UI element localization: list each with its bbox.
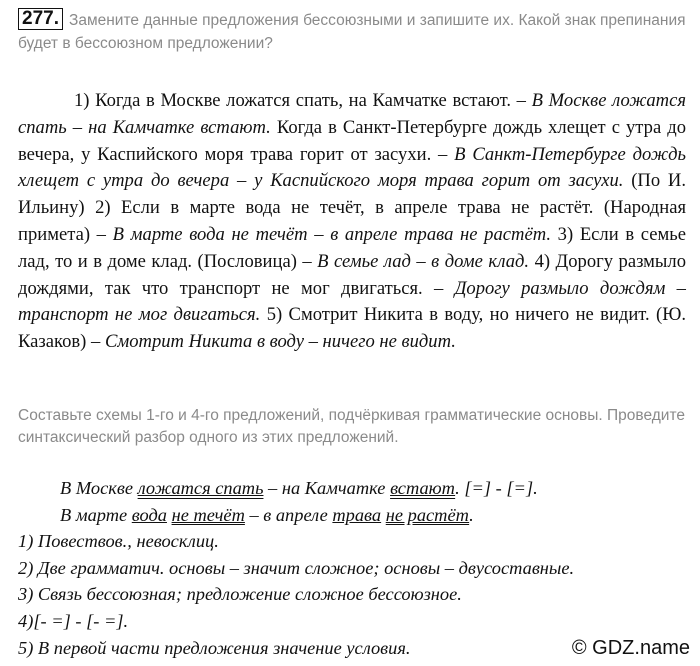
answer-6: – Смотрит Никита в воду – ничего не видит. [86, 331, 456, 353]
sentence-4: 3) Если в семье лад, то и в доме клад. (Пословица) [18, 223, 686, 272]
text-part: – в апреле [244, 504, 333, 525]
scheme-line-1 [18, 475, 688, 502]
sentence-6: 5) Смотрит Никита в воду, но ничего не видит. (Ю. Казаков) [18, 304, 686, 353]
predicate: ложатся спать [137, 478, 264, 498]
analysis-item-2: 2) Две грамматич. основы – значит сложное; основы – двусоставные. [18, 557, 575, 578]
answer-5: – Дорогу размыло дождям – транспорт не мог двигаться. [18, 277, 686, 326]
sentence-5: 4) Дорогу размыло дождями, так что транспорт не мог двигаться. [18, 250, 686, 299]
sentence-3: (По И. Ильину) 2) Если в марте вода не течёт, в апреле трава не растёт. (Народная примета) [18, 170, 687, 245]
analysis-item-3: 3) Связь бессоюзная; предложение сложное бессоюзное. [18, 584, 462, 605]
sentence-1: 1) Когда в Москве ложатся спать, на Камчатке встают. [74, 90, 511, 111]
predicate: не течёт [171, 504, 245, 525]
text-part: В Москве [60, 478, 138, 498]
predicate: не растёт [385, 504, 470, 525]
answer-1: – В Москве ложатся спать – на Камчатке встают. [18, 90, 686, 138]
subject: трава [332, 504, 382, 525]
predicate: встают [390, 478, 456, 498]
task2-instruction: Составьте схемы 1-го и 4-го предложений, подчёркивая грамматические основы. Проведите синтаксический разбор одного из этих предложений. [18, 407, 686, 446]
analysis-item-5: 5) В первой части предложения значение условия. [18, 637, 411, 658]
text-part: В марте [60, 504, 132, 525]
task-instruction: Замените данные предложения бессоюзными и запишите их. Какой знак препинания будет в бессоюзном предложении? [18, 12, 686, 52]
analysis-answer [18, 475, 688, 661]
text-part: – на Камчатке [263, 478, 391, 498]
analysis-item-1: 1) Повествов., невосклиц. [18, 531, 219, 552]
answer-3: – В марте вода не течёт – в апреле трава не растёт. [90, 223, 551, 245]
text-part: . [469, 504, 474, 525]
sentence-2: Когда в Санкт-Петербурге дождь хлещет с утра до вечера, у Каспийского моря трава горит от засухи. [18, 116, 687, 165]
task-header [18, 8, 688, 55]
task-number: 277. [18, 8, 63, 30]
analysis-item-4: 4)[- =] - [- =]. [18, 610, 129, 631]
answer-4: – В семье лад – в доме клад. [296, 250, 530, 272]
subject: вода [131, 504, 167, 525]
scheme-line-2 [18, 502, 688, 529]
exercise-text [18, 88, 686, 356]
text-part: . [=] - [=]. [455, 478, 538, 498]
watermark: © GDZ.name [571, 637, 690, 659]
answer-2: – В Санкт-Петербурге дождь хлещет с утра до вечера – у Каспийского моря трава горит от засухи. [18, 143, 686, 192]
